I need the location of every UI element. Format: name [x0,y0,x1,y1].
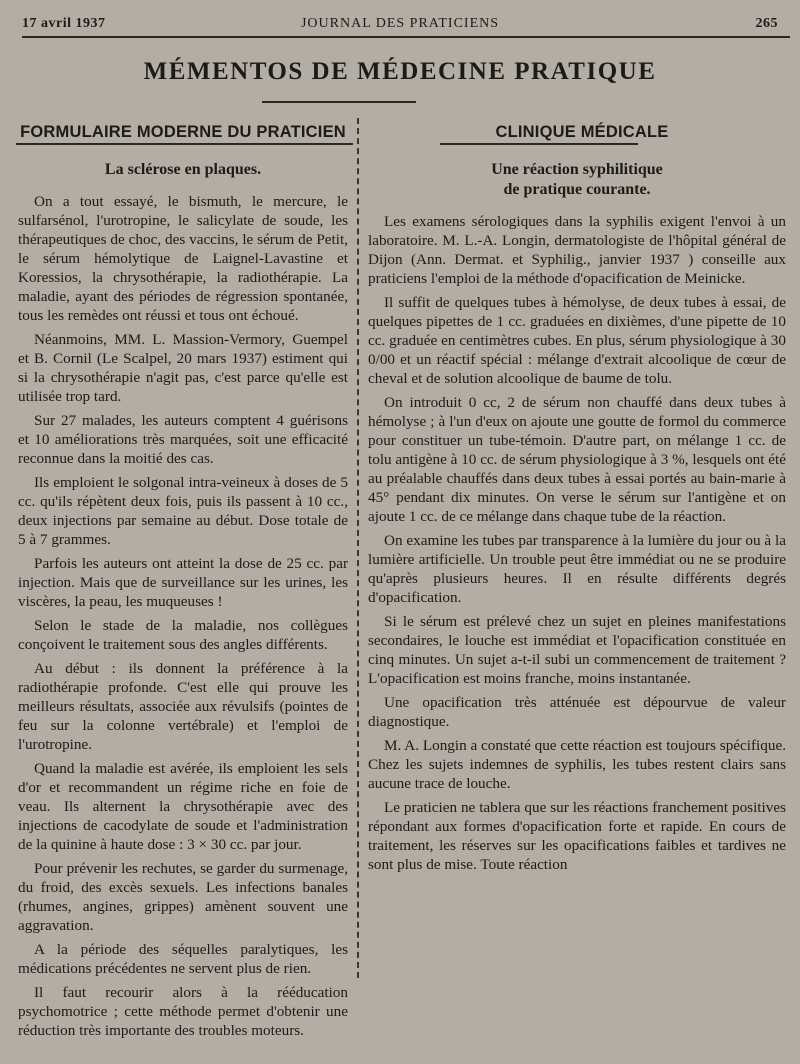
running-header [22,16,778,36]
paragraph: On a tout essayé, le bismuth, le mercure, le sulfarsénol, l'urotropine, le salicylate de soude, les thérapeutiques de choc, des vaccins, le sérum de Petit, le sérum hémolytique de Laignel-Lavastine et Koressios, la chrysothérapie, la radiothérapie. La maladie, ayant des périodes de régression spontanée, tous les remèdes ont réussi et tous ont échoué. [18,193,348,324]
paragraph: Si le sérum est prélevé chez un sujet en pleines manifestations secondaires, le louche est immédiat et l'opacification constituée en cinq minutes. Un sujet a-t-il subi un commencement de traitement ? L'opacification est moins franche, moins instantanée. [368,613,786,687]
paragraph: Au début : ils donnent la préférence à la radiothérapie profonde. C'est elle qui prouve les meilleurs résultats, associée aux révulsifs (pointes de feu sur la colonne vertébrale) et l'emploi de l'urotropine. [18,660,348,753]
issue-date: 17 avril 1937 [22,16,106,31]
right-heading-rule [440,143,638,145]
paragraph: Quand la maladie est avérée, ils emploient les sels d'or et recommandent un régime riche en foie de veau. Ils alternent la chrysothérapie avec des injections de cacodylate de soude et l'administration de la quinine à haute dose : 3 × 30 cc. par jour. [18,760,348,853]
header-rule [22,36,790,38]
right-article-title-line2: de pratique courante. [503,181,651,198]
journal-name: JOURNAL DES PRATICIENS [300,16,500,31]
paragraph: M. A. Longin a constaté que cette réaction est toujours spécifique. Chez les sujets indemnes de syphilis, les tubes restent clairs sans aucune trace de louche. [368,737,786,792]
paragraph: Il suffit de quelques tubes à hémolyse, de deux tubes à essai, de quelques pipettes de 1 cc. graduées en dixièmes, d'une pipette de 10 cc. graduée en centimètres cubes. En plus, sérum physiologique à 30 0/00 et un réactif spécial : mélange d'extrait alcoolique de cœur de cheval et de solution alcoolique de baume de tolu. [368,294,786,387]
paragraph: Néanmoins, MM. L. Massion-Vermory, Guempel et B. Cornil (Le Scalpel, 20 mars 1937) estiment qui si la chrysothérapie n'agit pas, c'est parce qu'elle est utilisée trop tard. [18,331,348,405]
right-column [368,160,786,879]
page-number: 265 [755,16,778,31]
page-title: MÉMENTOS DE MÉDECINE PRATIQUE [143,58,657,85]
paragraph: Selon le stade de la maladie, nos collègues conçoivent le traitement sous des angles différents. [18,617,348,653]
title-underline [262,101,416,103]
paragraph: On introduit 0 cc, 2 de sérum non chauffé dans deux tubes à hémolyse ; à l'un d'eux on ajoute une goutte de formol du commerce pour constituer un tube-témoin. D'autre part, on mélange 1 cc. de tolu antigène à 10 cc. de sérum physiologique à 3 %, lesquels ont été au préalable chauffés dans deux tubes à essai portés au bain-marie à 45° pendant dix minutes. On verse le sérum sur l'antigène et on ajoute 1 cc. de ce mélange dans chaque tube de la réaction. [368,394,786,525]
paragraph: Parfois les auteurs ont atteint la dose de 25 cc. par injection. Mais que de surveillance sur les urines, les viscères, la peau, les muqueuses ! [18,555,348,610]
right-article-title [368,160,786,200]
column-divider [357,118,359,978]
paragraph: Ils emploient le solgonal intra-veineux à doses de 5 cc. qu'ils répètent deux fois, puis ils passent à 10 cc., deux injections par semaine au début. Dose totale de 5 à 7 grammes. [18,474,348,548]
right-column-heading: CLINIQUE MÉDICALE [495,123,669,141]
left-article-title: La sclérose en plaques. [104,161,262,178]
paragraph: Une opacification très atténuée est dépourvue de valeur diagnostique. [368,694,786,730]
paragraph: On examine les tubes par transparence à la lumière du jour ou à la lumière artificielle. Un trouble peut être immédiat ou ne se produire qu'après plusieurs heures. Il en résulte différents degrés d'opacification. [368,532,786,606]
left-column-heading: FORMULAIRE MODERNE DU PRATICIEN [20,123,346,141]
right-article-title-line1: Une réaction syphilitique [491,161,663,178]
paragraph: Le praticien ne tablera que sur les réactions franchement positives répondant aux formes d'opacification forte et rapide. En cours de traitement, les réserves sur les opacifications faibles et tardives ne sont plus de mise. Toute réaction [368,799,786,873]
paragraph: Sur 27 malades, les auteurs comptent 4 guérisons et 10 améliorations très marquées, soit une efficacité reconnue dans la moitié des cas. [18,412,348,467]
left-heading-rule [16,143,353,145]
paragraph: Il faut recourir alors à la rééducation psychomotrice ; cette méthode permet d'obtenir une réduction très importante des troubles moteurs. [18,984,348,1039]
paragraph: Pour prévenir les rechutes, se garder du surmenage, du froid, des excès sexuels. Les infections banales (rhumes, angines, grippes) amènent souvent une aggravation. [18,860,348,934]
paragraph: A la période des séquelles paralytiques, les médications précédentes ne servent plus de rien. [18,941,348,977]
left-column [18,160,348,1045]
paragraph: Les examens sérologiques dans la syphilis exigent l'envoi à un laboratoire. M. L.-A. Longin, dermatologiste de l'hôpital général de Dijon (Ann. Dermat. et Syphilig., janvier 1937 ) conseille aux praticiens l'emploi de la méthode d'opacification de Meinicke. [368,213,786,287]
